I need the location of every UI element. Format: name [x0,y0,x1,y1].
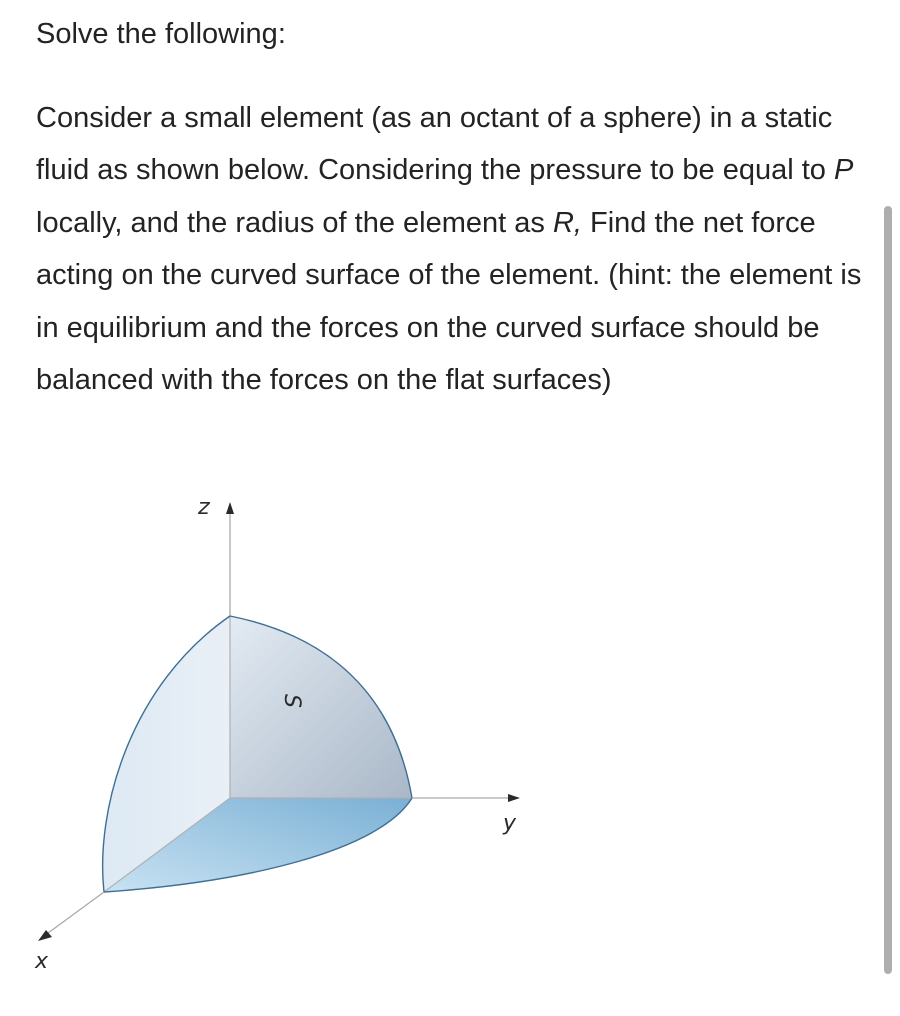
z-axis-arrowhead [226,502,234,514]
surface-label: S [279,694,304,708]
octant-diagram [0,480,640,1000]
z-axis-label: z [198,496,210,521]
pressure-symbol: P [834,154,854,187]
yz-face [230,616,412,798]
problem-text-3: Find the net force acting on the curved surface of the element. (hint: the element is in equilibrium and the forces on the curved surface should be balanced with the forces on the flat surfaces) [36,206,862,397]
vertical-scrollbar[interactable] [884,206,892,974]
problem-text-1: Consider a small element (as an octant of a sphere) in a static fluid as shown below. Considering the pressure to be equal to [36,102,834,187]
problem-text-2: locally, and the radius of the element as [36,206,553,239]
problem-statement [36,92,876,406]
x-axis [44,892,104,936]
y-axis-arrowhead [508,794,520,802]
radius-symbol: R, [552,206,582,239]
octant-figure [0,480,640,1000]
page-title: Solve the following: [36,18,286,50]
x-axis-label: x [35,949,49,974]
y-axis-label: y [503,811,517,836]
